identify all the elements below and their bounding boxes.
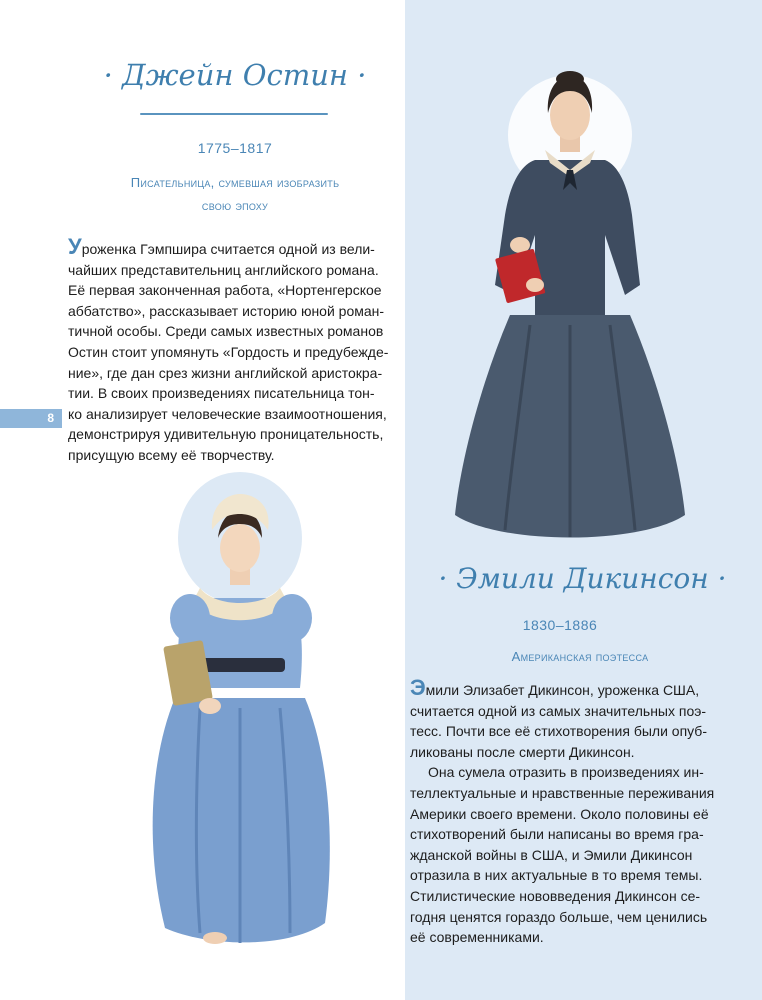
text-line: Она сумела отразить в произведениях ин-	[428, 764, 704, 781]
dickinson-paragraph-2	[410, 762, 740, 947]
text-line: Стилистические нововведения Дикинсон се-	[410, 887, 701, 904]
austen-years: 1775–1817	[197, 140, 273, 156]
text-line: жданской войны в США, и Эмили Дикинсон	[410, 846, 693, 863]
text-line: мили Элизабет Дикинсон, уроженка США,	[425, 682, 700, 698]
text-line: тичной особы. Среди самых известных романов	[68, 323, 384, 340]
text-line: ко анализирует человеческие взаимоотношения,	[68, 405, 387, 422]
austen-subtitle-line-2: свою эпоху	[201, 198, 269, 213]
austen-paragraph	[68, 234, 400, 466]
text-line: отразила в них актуальные в то время темы.	[410, 867, 703, 884]
text-line: роженка Гэмпшира считается одной из вели-	[81, 241, 375, 257]
text-line: ние», где дан срез жизни английской аристокра-	[68, 364, 383, 381]
jane-austen-illustration	[140, 468, 340, 953]
text-line: Её первая законченная работа, «Нортенгерское	[68, 282, 382, 299]
text-line: ликованы после смерти Дикинсон.	[410, 743, 635, 760]
dickinson-biography	[410, 675, 740, 948]
decor-dot-right: ·	[717, 562, 727, 595]
text-line: демонстрируя удивительную проницательность,	[68, 426, 384, 443]
text-line: стихотворений были написаны во время гра-	[410, 826, 704, 843]
dickinson-dropcap: Э	[410, 675, 426, 700]
austen-heading-rule	[140, 113, 328, 115]
text-line: считается одной из самых значительных поэ-	[410, 702, 707, 719]
austen-dropcap: У	[68, 234, 82, 259]
dickinson-name-heading	[410, 562, 755, 595]
dickinson-subtitle: Американская поэтесса	[511, 649, 649, 664]
text-line: чайших представительниц английского романа.	[68, 261, 379, 278]
text-line: аббатство», рассказывает историю юной роман-	[68, 302, 385, 319]
austen-name: Джейн Остин	[122, 58, 348, 92]
austen-subtitle-line-1: Писательница, сумевшая изобразить	[130, 175, 340, 190]
austen-name-heading	[80, 58, 390, 92]
text-line: тесс. Почти все её стихотворения были опуб-	[410, 723, 707, 740]
dickinson-years: 1830–1886	[522, 617, 598, 633]
decor-dot-left: ·	[438, 562, 448, 595]
austen-biography	[68, 234, 400, 466]
text-line: присущую всему её творчеству.	[68, 446, 275, 463]
text-line: теллектуальные и нравственные переживания	[410, 784, 715, 801]
text-line: Остин стоит упомянуть «Гордость и предубежде-	[68, 343, 389, 360]
dickinson-paragraph-1	[410, 675, 740, 762]
decor-dot-left: ·	[103, 58, 113, 92]
dickinson-name: Эмили Дикинсон	[456, 562, 709, 595]
page-number: 8	[0, 409, 62, 428]
emily-dickinson-illustration	[440, 45, 700, 550]
text-line: годня ценятся гораздо больше, чем ценились	[410, 908, 708, 925]
text-line: её современниками.	[410, 929, 544, 946]
text-line: Америки своего времени. Около половины её	[410, 805, 709, 822]
text-line: тии. В своих произведениях писательница тон-	[68, 385, 375, 402]
decor-dot-right: ·	[357, 58, 367, 92]
austen-subtitle	[80, 171, 390, 217]
